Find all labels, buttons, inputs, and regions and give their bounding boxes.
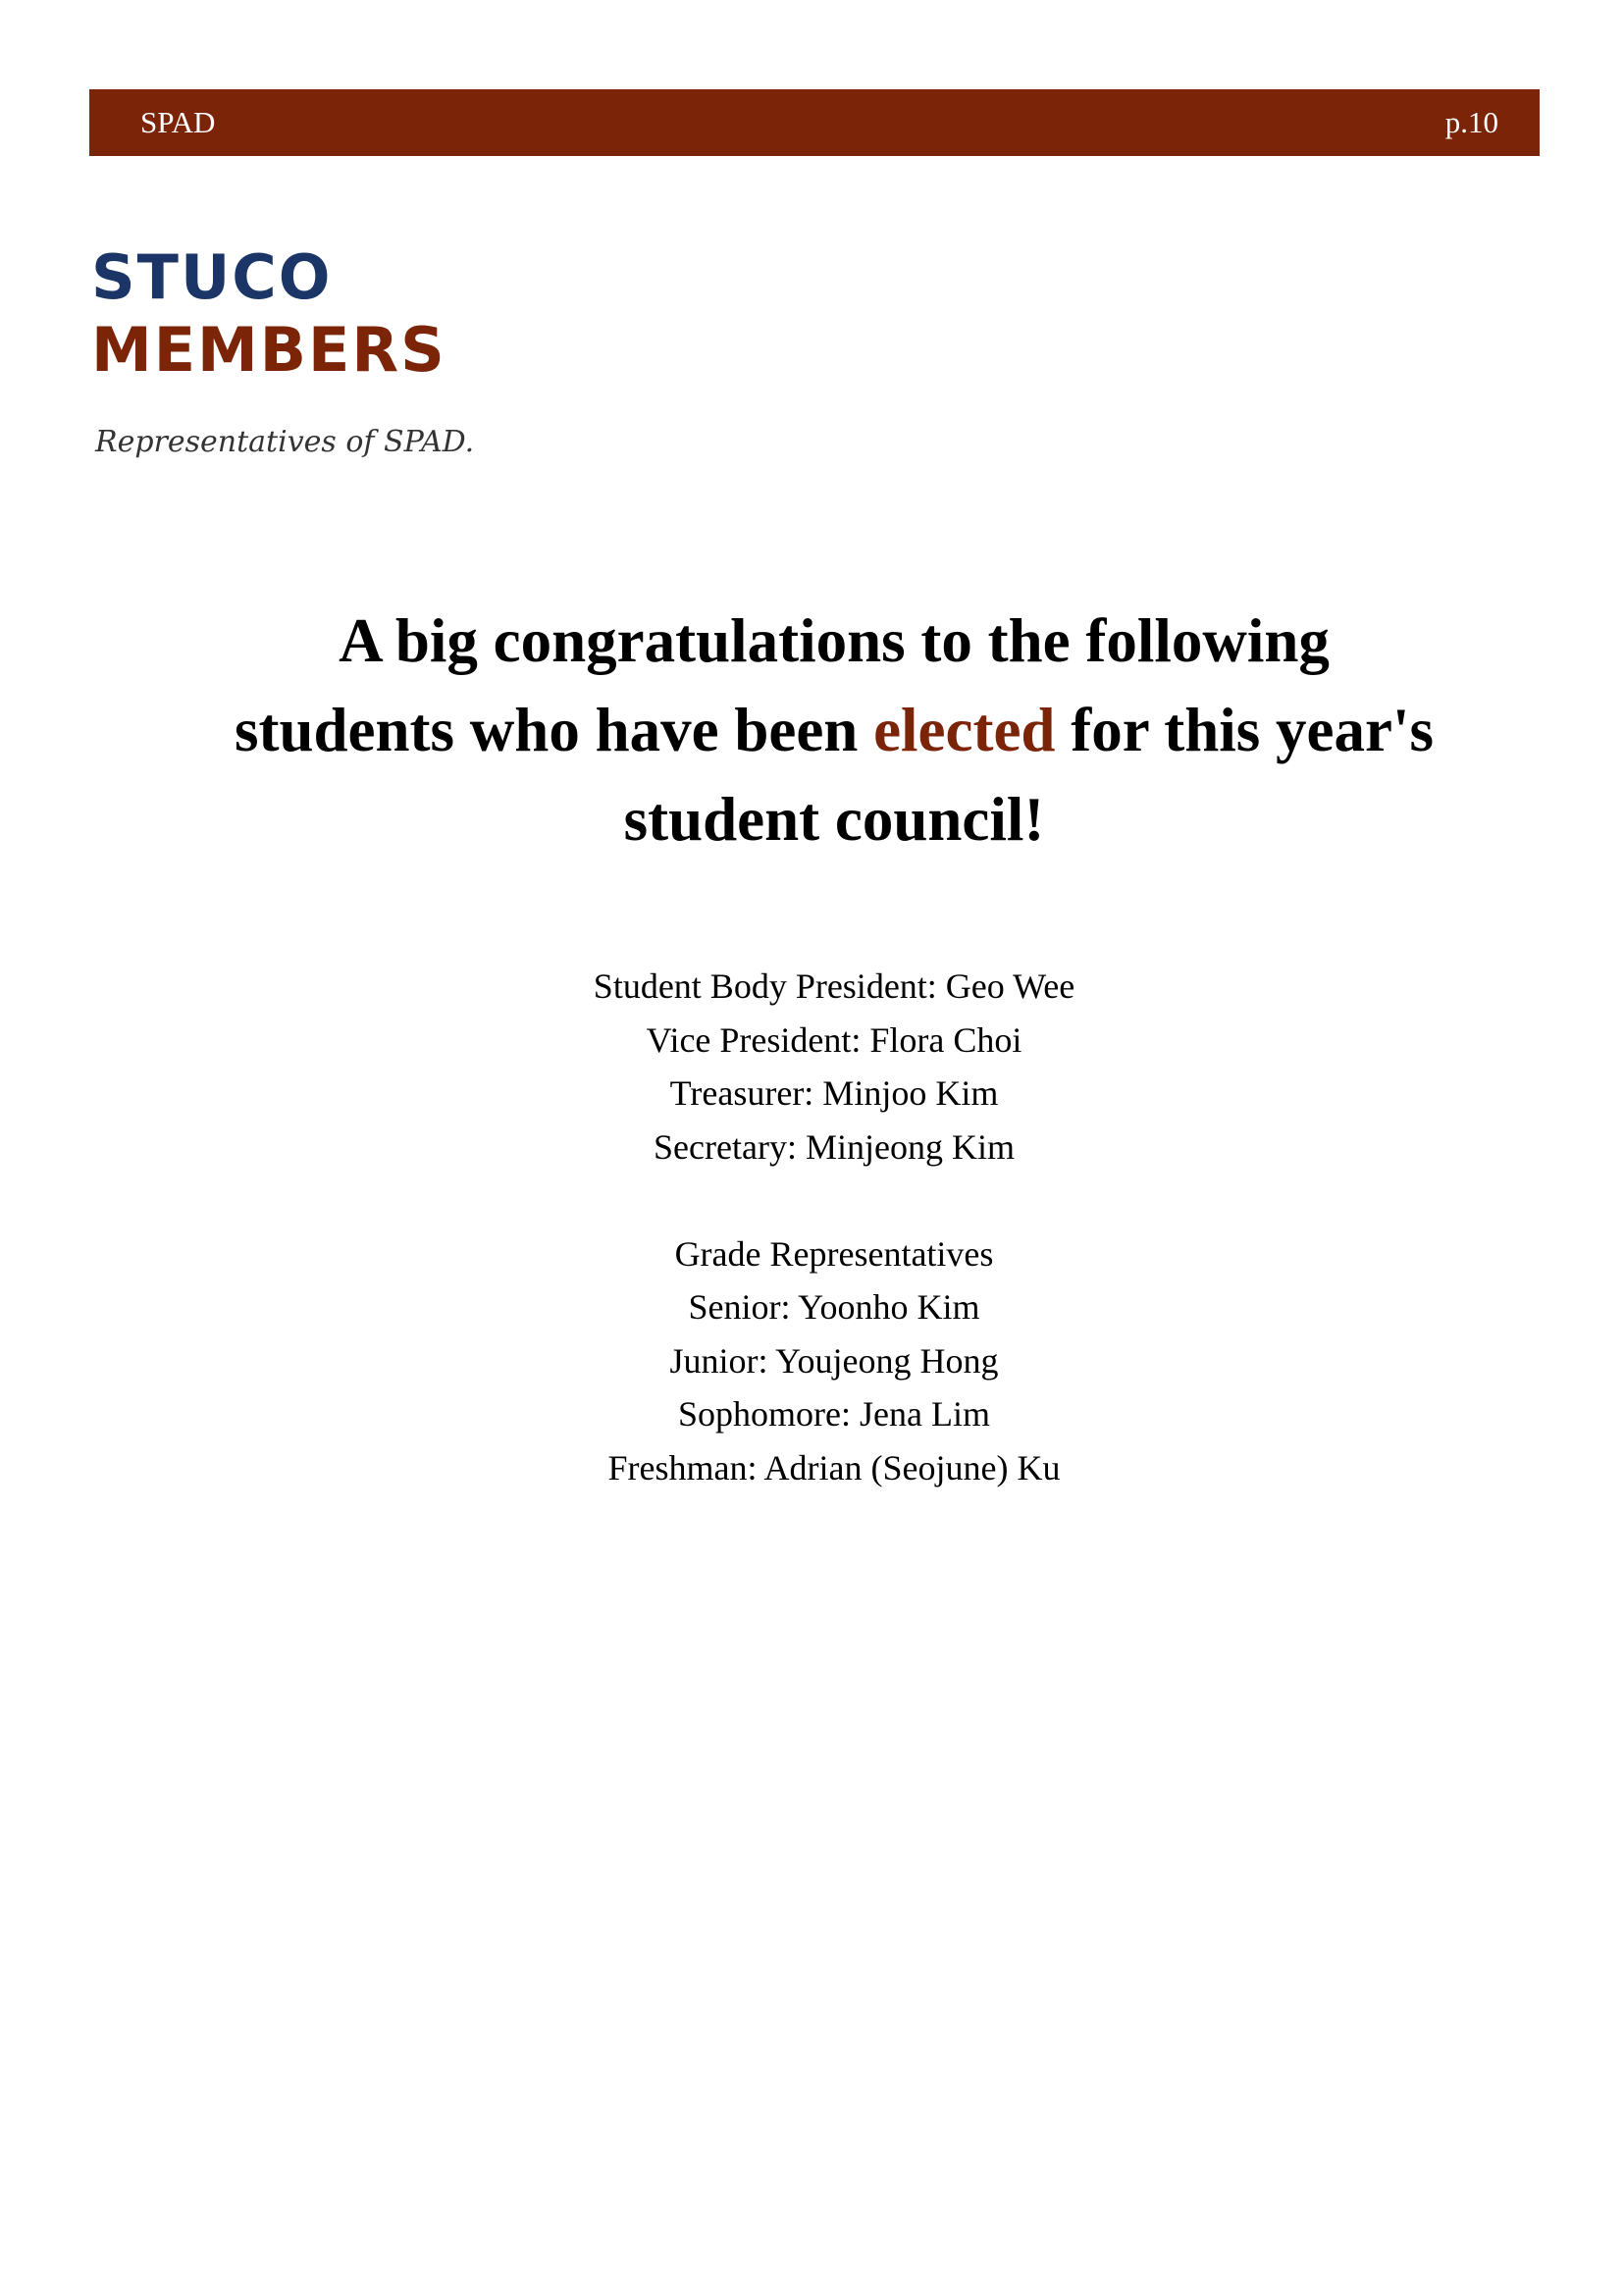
headline-highlight: elected — [873, 696, 1056, 764]
section-subtitle: Representatives of SPAD. — [95, 425, 475, 459]
headline — [226, 597, 1442, 864]
officer-vice-president: Vice President: Flora Choi — [646, 1019, 1022, 1060]
section-title-line1: STUCO — [91, 241, 333, 313]
officer-secretary: Secretary: Minjeong Kim — [654, 1126, 1015, 1167]
officer-treasurer: Treasurer: Minjoo Kim — [669, 1073, 999, 1113]
grade-rep-junior: Junior: Youjeong Hong — [669, 1340, 999, 1381]
header-bar — [89, 89, 1540, 156]
header-page-number: p.10 — [1444, 105, 1498, 139]
grade-reps-heading: Grade Representatives — [674, 1233, 994, 1274]
grade-rep-freshman: Freshman: Adrian (Seojune) Ku — [607, 1447, 1061, 1487]
officer-president: Student Body President: Geo Wee — [593, 966, 1075, 1006]
header-publication-name: SPAD — [140, 105, 216, 139]
roster — [422, 960, 1246, 1494]
section-title — [91, 241, 446, 387]
section-title-line2: MEMBERS — [91, 314, 446, 386]
headline-part2: for this year's student council! — [623, 696, 1435, 854]
roster-spacer — [422, 1174, 1246, 1227]
grade-rep-sophomore: Sophomore: Jena Lim — [678, 1394, 990, 1434]
grade-rep-senior: Senior: Yoonho Kim — [688, 1287, 980, 1327]
headline-part1: A big congratulations to the following students who have been — [234, 606, 1330, 764]
